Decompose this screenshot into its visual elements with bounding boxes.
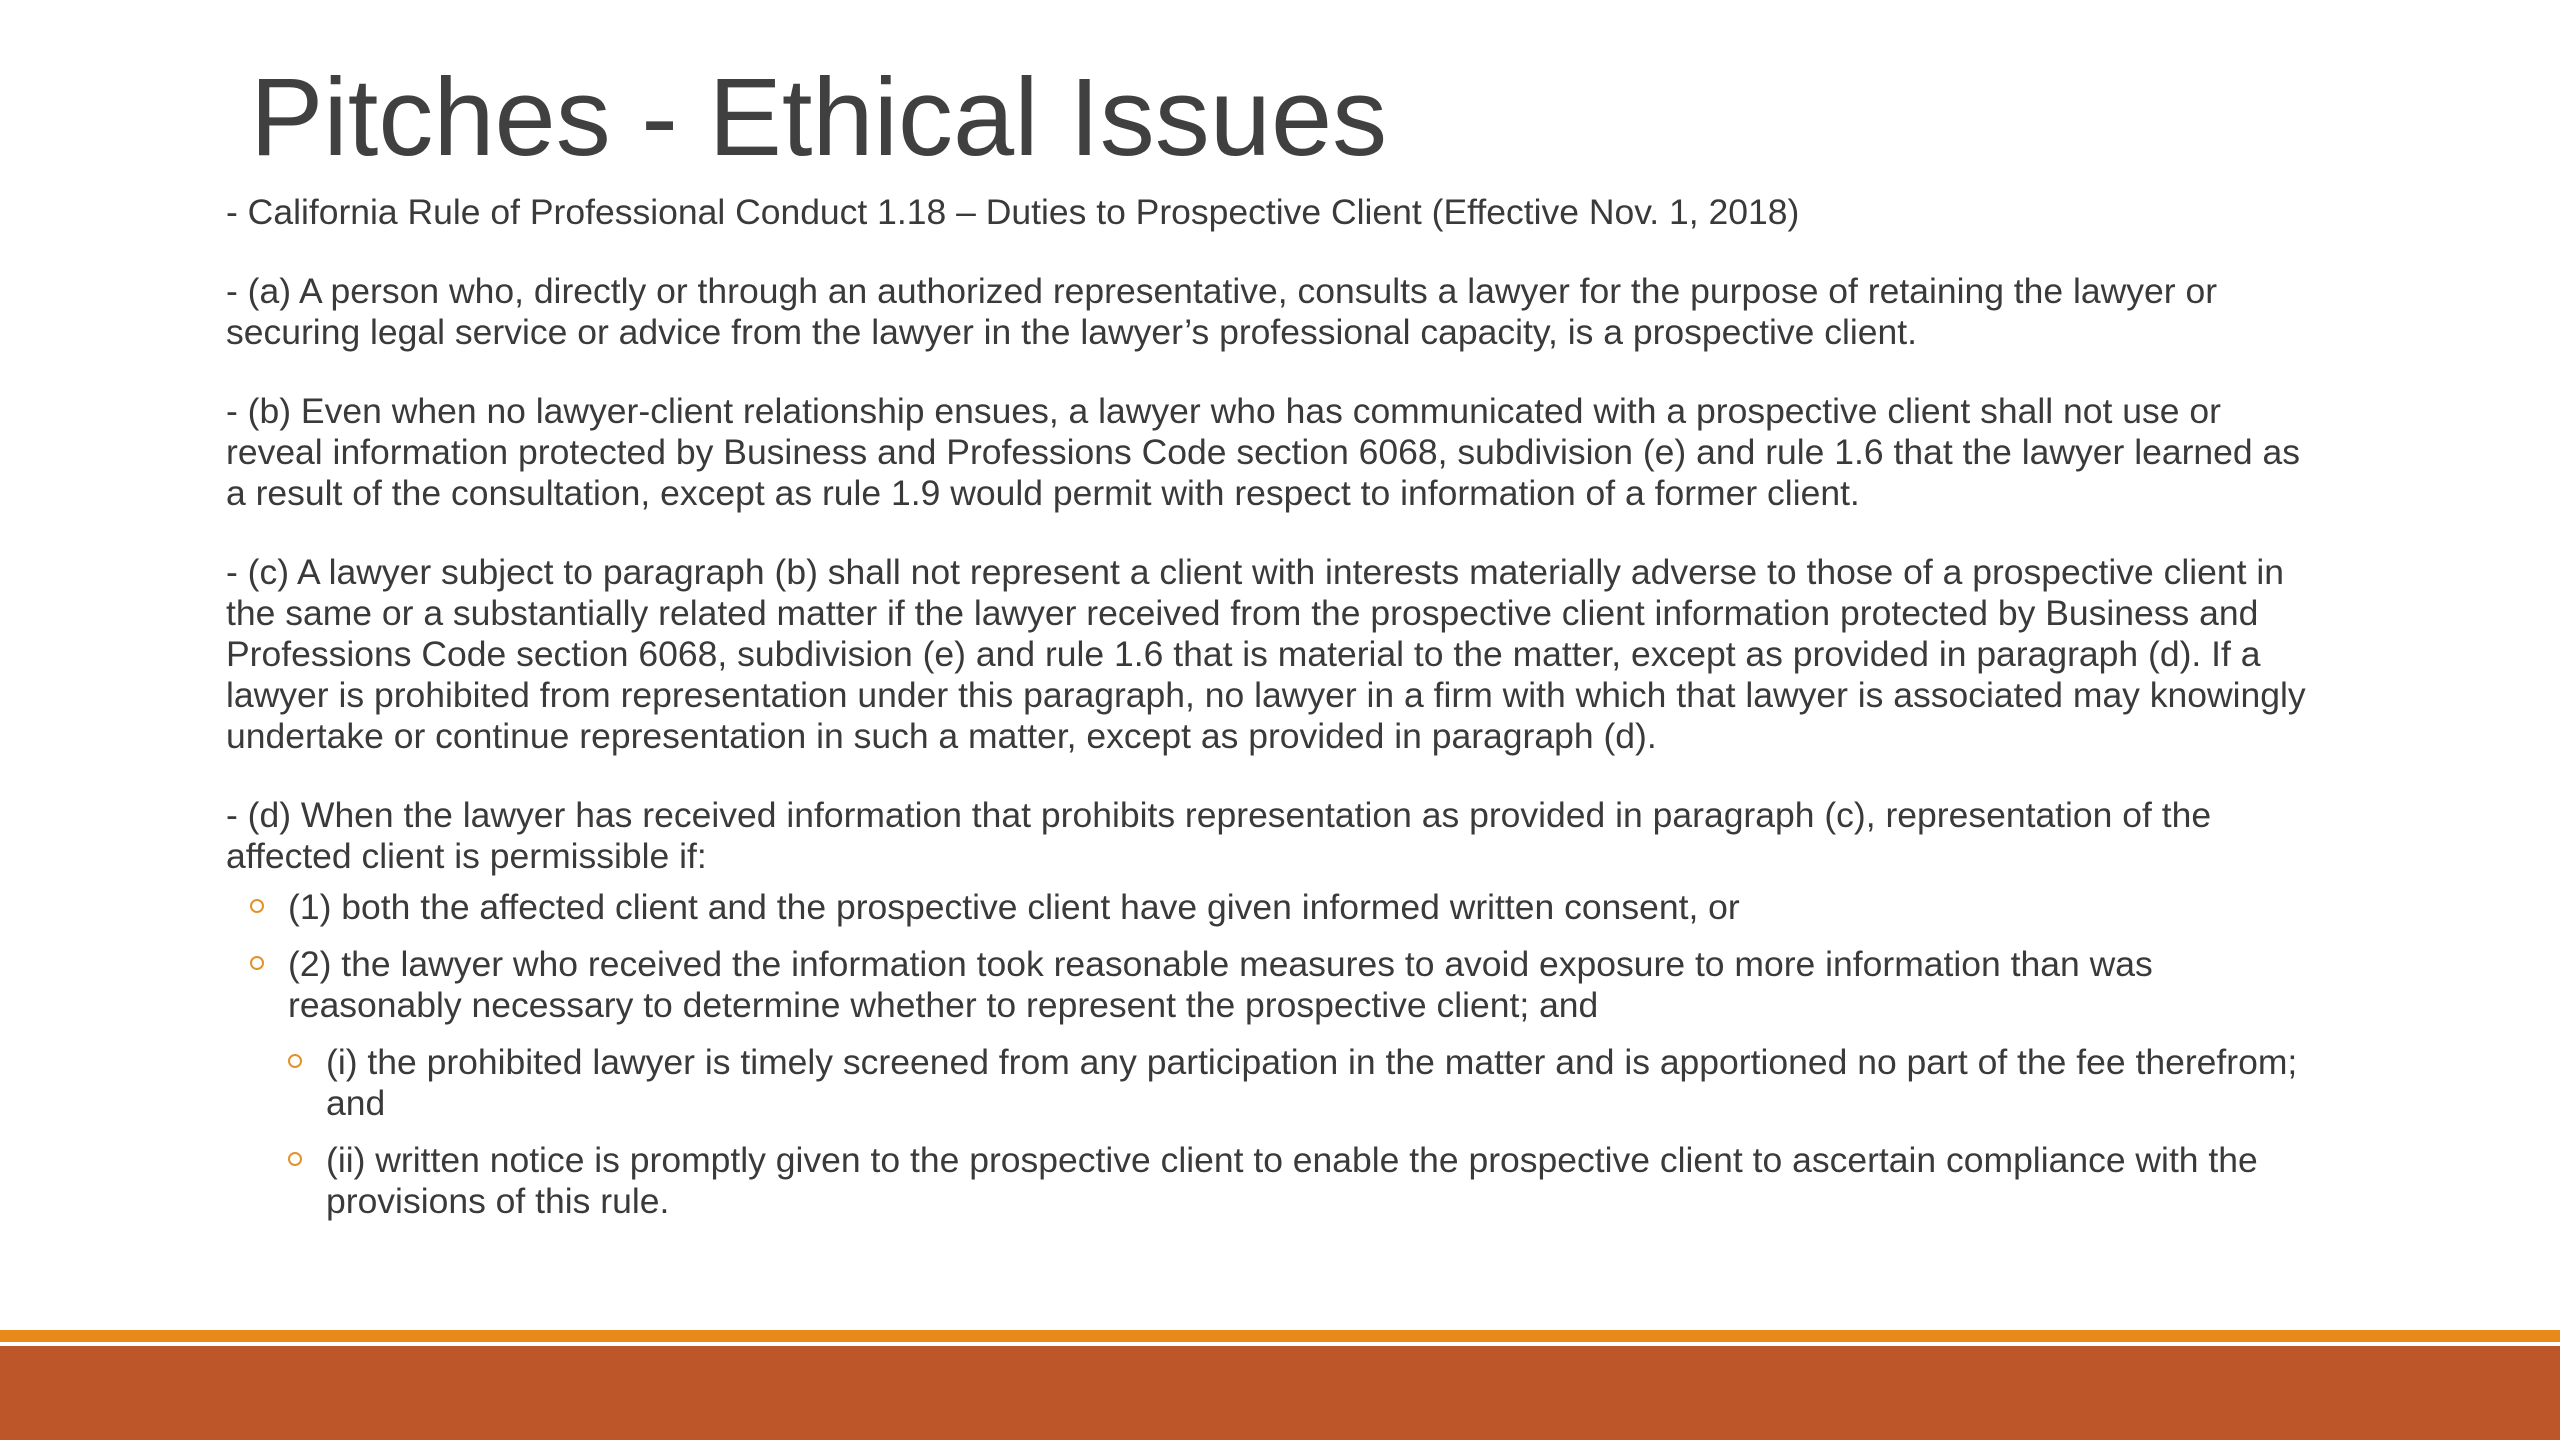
sub-item-1	[226, 887, 2326, 928]
sub-item-text: (2) the lawyer who received the information took reasonable measures to avoid exposure to more information than was reasonably necessary to determine whether to represent the prospective client; and	[288, 944, 2153, 1025]
ring-bullet-icon	[250, 956, 264, 970]
paragraph-d: - (d) When the lawyer has received information that prohibits representation as provided in paragraph (c), representation of the affected client is permissible if:	[226, 795, 2212, 876]
ring-bullet-icon	[288, 1054, 302, 1068]
paragraph-b: - (b) Even when no lawyer-client relationship ensues, a lawyer who has communicated with a prospective client shall not use or reveal information protected by Business and Professions Code section 6068, subdivision (e) and rule 1.6 that the lawyer learned as a result of the consultation, except as rule 1.9 would permit with respect to information of a former client.	[226, 391, 2300, 513]
ring-bullet-icon	[288, 1152, 302, 1166]
paragraph-c: - (c) A lawyer subject to paragraph (b) shall not represent a client with interests materially adverse to those of a prospective client in the same or a substantially related matter if the lawyer received from the prospective client information protected by Business and Professions Code section 6068, subdivision (e) and rule 1.6 that is material to the matter, except as provided in paragraph (d). If a lawyer is prohibited from representation under this paragraph, no lawyer in a firm with which that lawyer is associated may knowingly undertake or continue representation in such a matter, except as provided in paragraph (d).	[226, 552, 2306, 756]
sub-sub-item-text: (i) the prohibited lawyer is timely screened from any participation in the matter and is apportioned no part of the fee therefrom; and	[326, 1042, 2298, 1123]
slide-title: Pitches - Ethical Issues	[250, 56, 1388, 179]
sub-sub-item-text: (ii) written notice is promptly given to the prospective client to enable the prospective client to ascertain compliance with the provisions of this rule.	[326, 1140, 2258, 1221]
sub-item-2	[226, 944, 2326, 1026]
sub-sub-item-i	[226, 1042, 2326, 1124]
slide-body	[226, 192, 2326, 1238]
sub-item-text: (1) both the affected client and the prospective client have given informed written consent, or	[288, 887, 1740, 927]
footer-bar	[0, 1346, 2560, 1440]
paragraph-a: - (a) A person who, directly or through an authorized representative, consults a lawyer for the purpose of retaining the lawyer or securing legal service or advice from the lawyer in the lawyer’s professional capacity, is a prospective client.	[226, 271, 2218, 352]
ring-bullet-icon	[250, 899, 264, 913]
paragraph-rule-heading: - California Rule of Professional Conduct 1.18 – Duties to Prospective Client (Effective Nov. 1, 2018)	[226, 192, 1800, 232]
footer-accent-line	[0, 1330, 2560, 1342]
sub-sub-item-ii	[226, 1140, 2326, 1222]
